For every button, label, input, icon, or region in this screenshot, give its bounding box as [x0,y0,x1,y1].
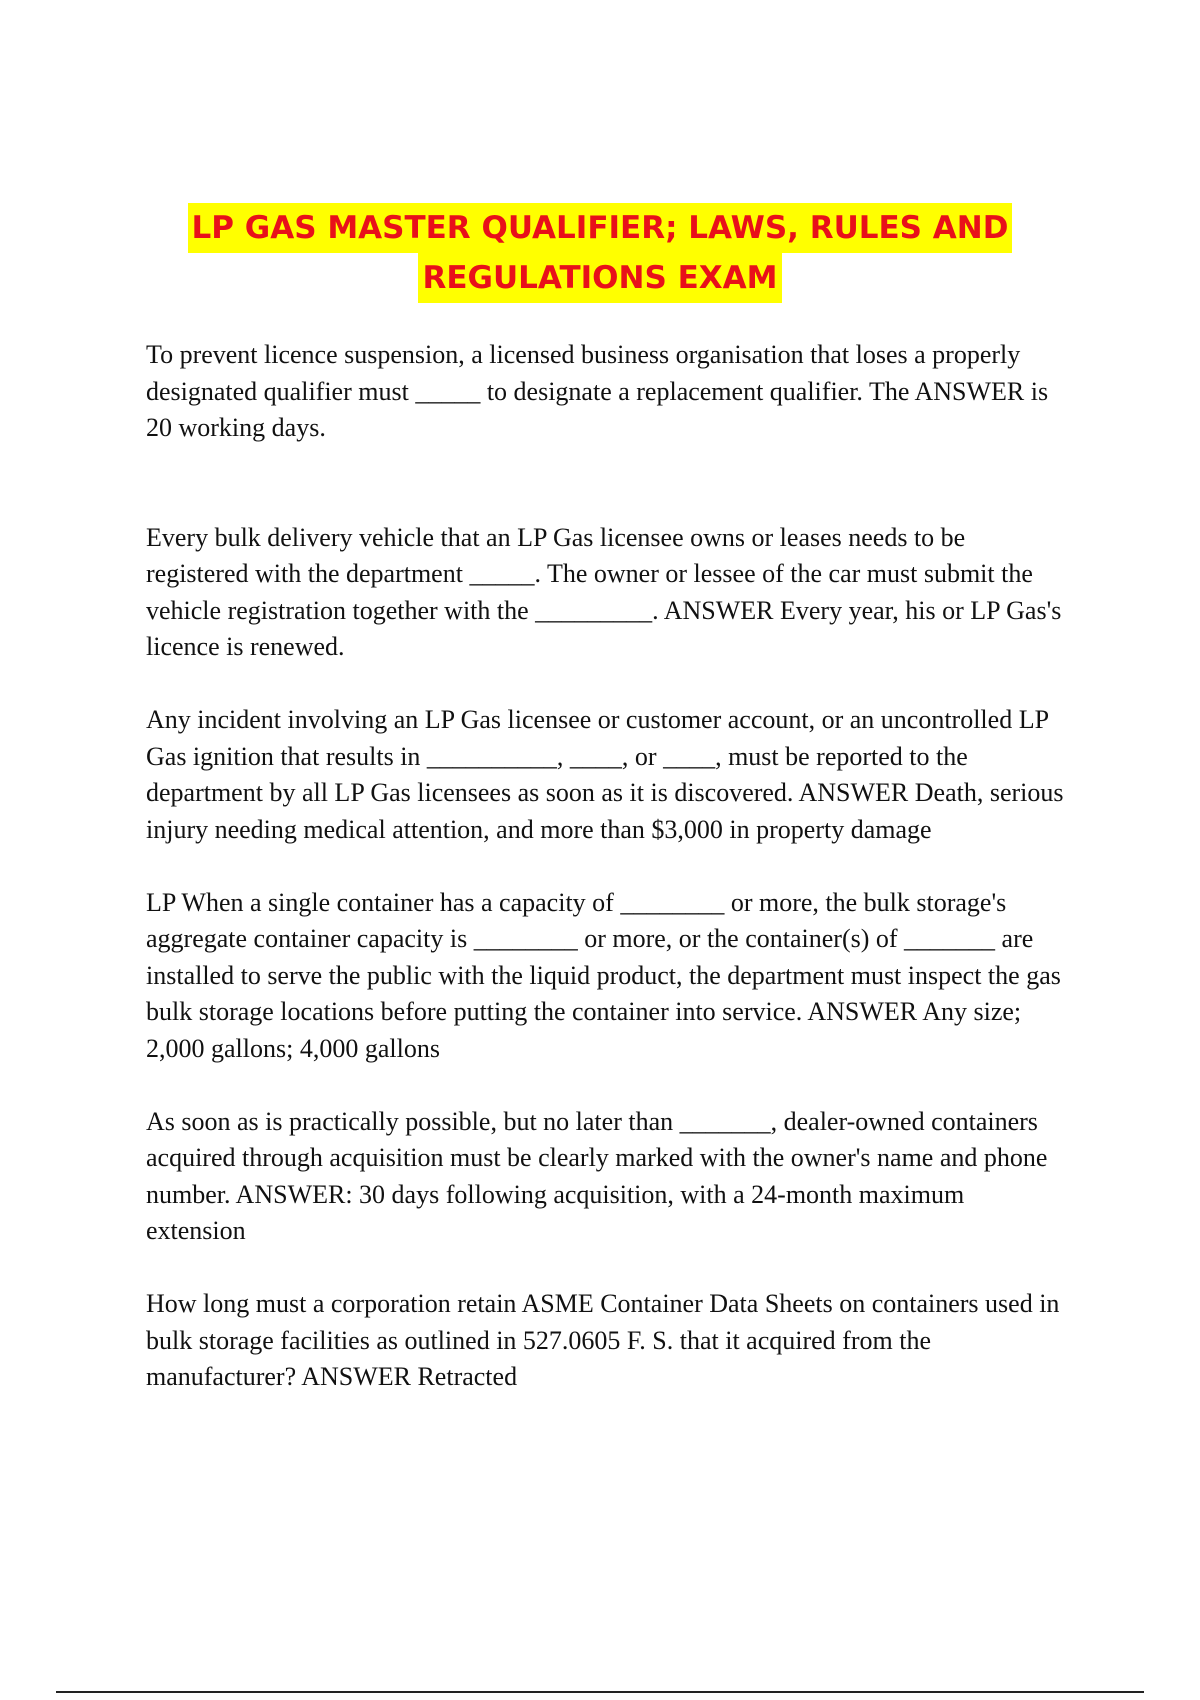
question-item-2: Every bulk delivery vehicle that an LP Gas licensee owns or leases needs to be registered with the department _____. The owner or lessee of the car must submit the vehicle registration together with the _________. ANSWER Every year, his or LP Gas's licence is renewed. [146,522,1062,661]
document-title [0,203,1200,303]
question-item-1: To prevent licence suspension, a licensed business organisation that loses a properly designated qualifier must _____ to designate a replacement qualifier. The ANSWER is 20 working days. [146,340,1049,442]
question-item-5: As soon as is practically possible, but no later than _______, dealer-owned containers acquired through acquisition must be clearly marked with the owner's name and phone number. ANSWER: 30 days following acquisition, with a 24-month maximum extension [146,1106,1048,1245]
question-item-6: How long must a corporation retain ASME Container Data Sheets on containers used in bulk storage facilities as outlined in 527.0605 F. S. that it acquired from the manufacturer? ANSWER Retracted [146,1289,1060,1391]
title-line-1: LP GAS MASTER QUALIFIER; LAWS, RULES AND [188,203,1013,253]
footer-divider [56,1691,1144,1693]
title-line-2: REGULATIONS EXAM [418,253,781,303]
question-item-3: Any incident involving an LP Gas licensee or customer account, or an uncontrolled LP Gas ignition that results in __________, ____, or ____, must be reported to the department by all LP Gas licensees as soon as it is discovered. ANSWER Death, serious injury needing medical attention, and more than $3,000 in property damage [146,705,1064,844]
question-item-4: LP When a single container has a capacity of ________ or more, the bulk storage's aggregate container capacity is ________ or more, or the container(s) of _______ are installed to serve the public with the liquid product, the department must inspect the gas bulk storage locations before putting the container into service. ANSWER Any size; 2,000 gallons; 4,000 gallons [146,887,1061,1063]
question-list [146,337,1066,1396]
